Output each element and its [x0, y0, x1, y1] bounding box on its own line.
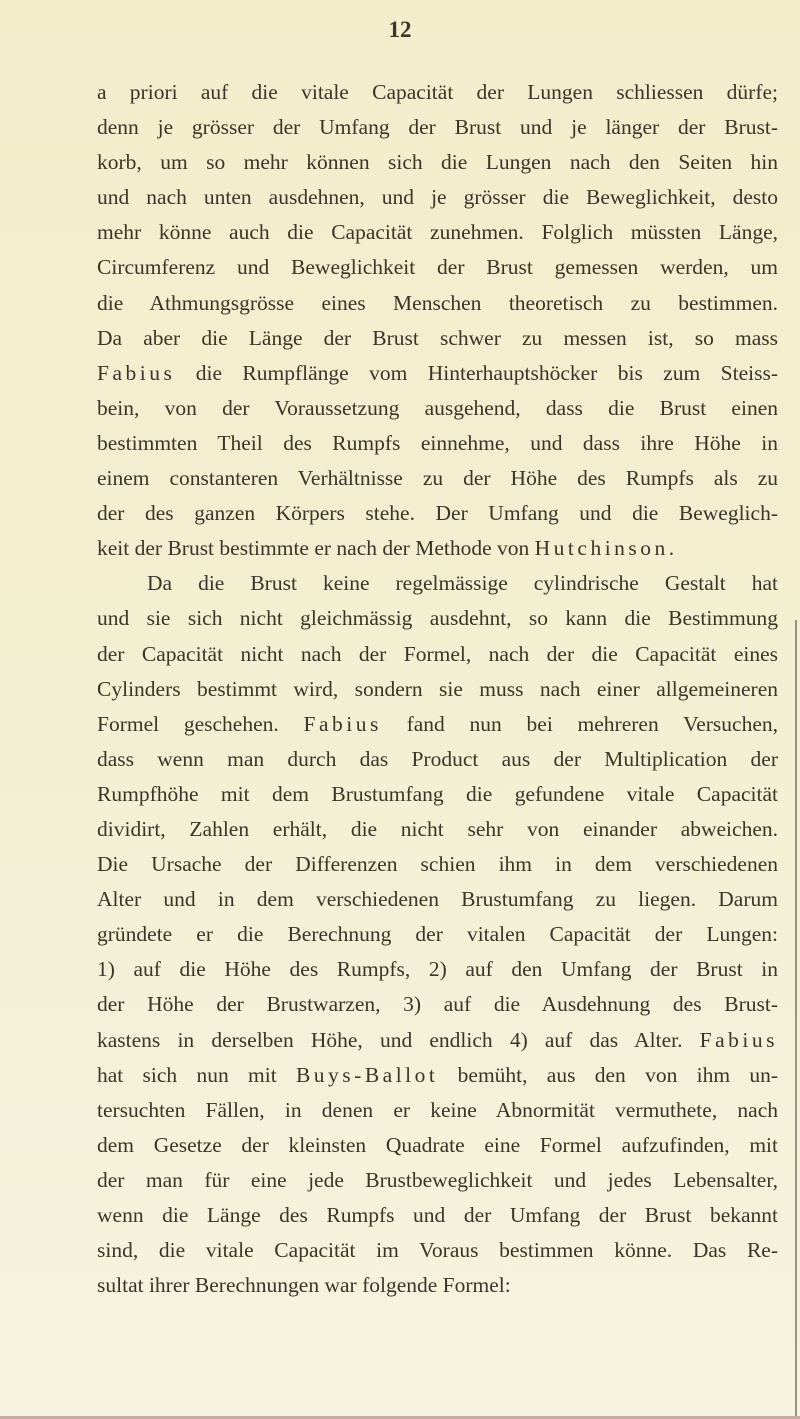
text-line — [97, 1093, 778, 1128]
text-segment: dass wenn man durch das Product aus der Multiplication der — [97, 746, 778, 771]
text-line — [97, 391, 778, 426]
text-line — [97, 356, 778, 391]
spaced-name: Fabius — [303, 711, 382, 736]
text-line — [97, 250, 778, 285]
text-segment: Rumpfhöhe mit dem Brustumfang die gefundene vitale Capacität — [97, 781, 778, 806]
spaced-name: Hutchinson. — [534, 536, 678, 561]
text-line — [97, 180, 778, 215]
text-line — [97, 426, 778, 461]
text-segment: Alter und in dem verschiedenen Brustumfang zu liegen. Darum — [97, 887, 778, 912]
text-segment: bemüht, aus den von ihm un- — [438, 1062, 778, 1087]
text-line — [97, 601, 778, 636]
text-line — [97, 145, 778, 180]
text-line — [97, 987, 778, 1022]
text-line — [97, 777, 778, 812]
text-line — [97, 461, 778, 496]
text-segment: Circumferenz und Beweglichkeit der Brust gemessen werden, um — [97, 255, 778, 280]
text-segment: keit der Brust bestimmte er nach der Methode von — [97, 536, 535, 561]
text-segment: der man für eine jede Brustbeweglichkeit und jedes Lebensalter, — [97, 1167, 778, 1192]
text-segment: dem Gesetze der kleinsten Quadrate eine Formel aufzufinden, mit — [97, 1132, 778, 1157]
text-line — [97, 75, 778, 110]
text-line — [97, 1198, 778, 1233]
text-segment: Da aber die Länge der Brust schwer zu messen ist, so mass — [97, 325, 778, 350]
text-line — [97, 672, 778, 707]
text-segment: Die Ursache der Differenzen schien ihm in dem verschiedenen — [97, 852, 778, 877]
text-segment: der Höhe der Brustwarzen, 3) auf die Ausdehnung des Brust- — [97, 992, 778, 1017]
text-segment: die Rumpflänge vom Hinterhauptshöcker bis zum Steiss- — [175, 360, 778, 385]
text-line — [97, 812, 778, 847]
text-segment: gründete er die Berechnung der vitalen Capacität der Lungen: — [97, 922, 778, 947]
spaced-name: Buys-Ballot — [295, 1062, 439, 1087]
text-segment: tersuchten Fällen, in denen er keine Abnormität vermuthete, nach — [97, 1097, 778, 1122]
page-number: 12 — [388, 17, 412, 42]
text-line — [97, 1268, 778, 1303]
text-segment: Da die Brust keine regelmässige cylindrische Gestalt hat — [147, 571, 778, 596]
text-line — [97, 917, 778, 952]
text-line — [97, 286, 778, 321]
text-line — [97, 110, 778, 145]
text-line — [97, 1233, 778, 1268]
text-segment: mehr könne auch die Capacität zunehmen. Folglich müssten Länge, — [97, 220, 778, 245]
text-line — [97, 742, 778, 777]
page-edge-right — [795, 620, 797, 1419]
text-line — [97, 1163, 778, 1198]
text-segment: fand nun bei mehreren Versuchen, — [381, 711, 778, 736]
text-line — [97, 882, 778, 917]
text-segment: sind, die vitale Capacität im Voraus bestimmen könne. Das Re- — [97, 1238, 778, 1263]
text-line — [97, 1128, 778, 1163]
text-segment: korb, um so mehr können sich die Lungen nach den Seiten hin — [97, 150, 778, 175]
text-segment: denn je grösser der Umfang der Brust und je länger der Brust- — [97, 115, 778, 140]
text-line — [97, 215, 778, 250]
text-line — [97, 637, 778, 672]
text-segment: bein, von der Voraussetzung ausgehend, dass die Brust einen — [97, 395, 778, 420]
text-line — [97, 566, 778, 601]
body-text — [97, 75, 778, 1303]
text-segment: der des ganzen Körpers stehe. Der Umfang und die Beweglich- — [97, 501, 778, 526]
text-segment: 1) auf die Höhe des Rumpfs, 2) auf den Umfang der Brust in — [97, 957, 778, 982]
text-segment: und sie sich nicht gleichmässig ausdehnt, so kann die Bestimmung — [97, 606, 778, 631]
text-segment: wenn die Länge des Rumpfs und der Umfang der Brust bekannt — [97, 1203, 778, 1227]
text-line — [97, 1023, 778, 1058]
text-line — [97, 531, 778, 566]
text-segment: dividirt, Zahlen erhält, die nicht sehr von einander abweichen. — [97, 816, 778, 841]
text-line — [97, 1058, 778, 1093]
text-segment: einem constanteren Verhältnisse zu der Höhe des Rumpfs als zu — [97, 466, 778, 491]
text-segment: der Capacität nicht nach der Formel, nach der die Capacität eines — [97, 641, 778, 666]
text-segment: Cylinders bestimmt wird, sondern sie muss nach einer allgemeineren — [97, 676, 778, 701]
text-segment: und nach unten ausdehnen, und je grösser die Beweglichkeit, desto — [97, 185, 778, 210]
text-segment: die Athmungsgrösse eines Menschen theoretisch zu bestimmen. — [97, 290, 778, 315]
text-line — [97, 496, 778, 531]
text-segment: bestimmten Theil des Rumpfs einnehme, und dass ihre Höhe in — [97, 430, 778, 455]
text-line — [97, 952, 778, 987]
spaced-name: Fabius — [97, 360, 176, 385]
text-segment: sultat ihrer Berechnungen war folgende Formel: — [97, 1273, 511, 1298]
text-line — [97, 707, 778, 742]
text-segment: hat sich nun mit — [97, 1062, 296, 1087]
text-segment: a priori auf die vitale Capacität der Lungen schliessen dürfe; — [97, 80, 778, 104]
text-line — [97, 847, 778, 882]
text-segment: kastens in derselben Höhe, und endlich 4) auf das Alter. — [97, 1027, 700, 1052]
text-line — [97, 321, 778, 356]
spaced-name: Fabius — [699, 1027, 778, 1052]
text-segment: Formel geschehen. — [97, 711, 304, 736]
